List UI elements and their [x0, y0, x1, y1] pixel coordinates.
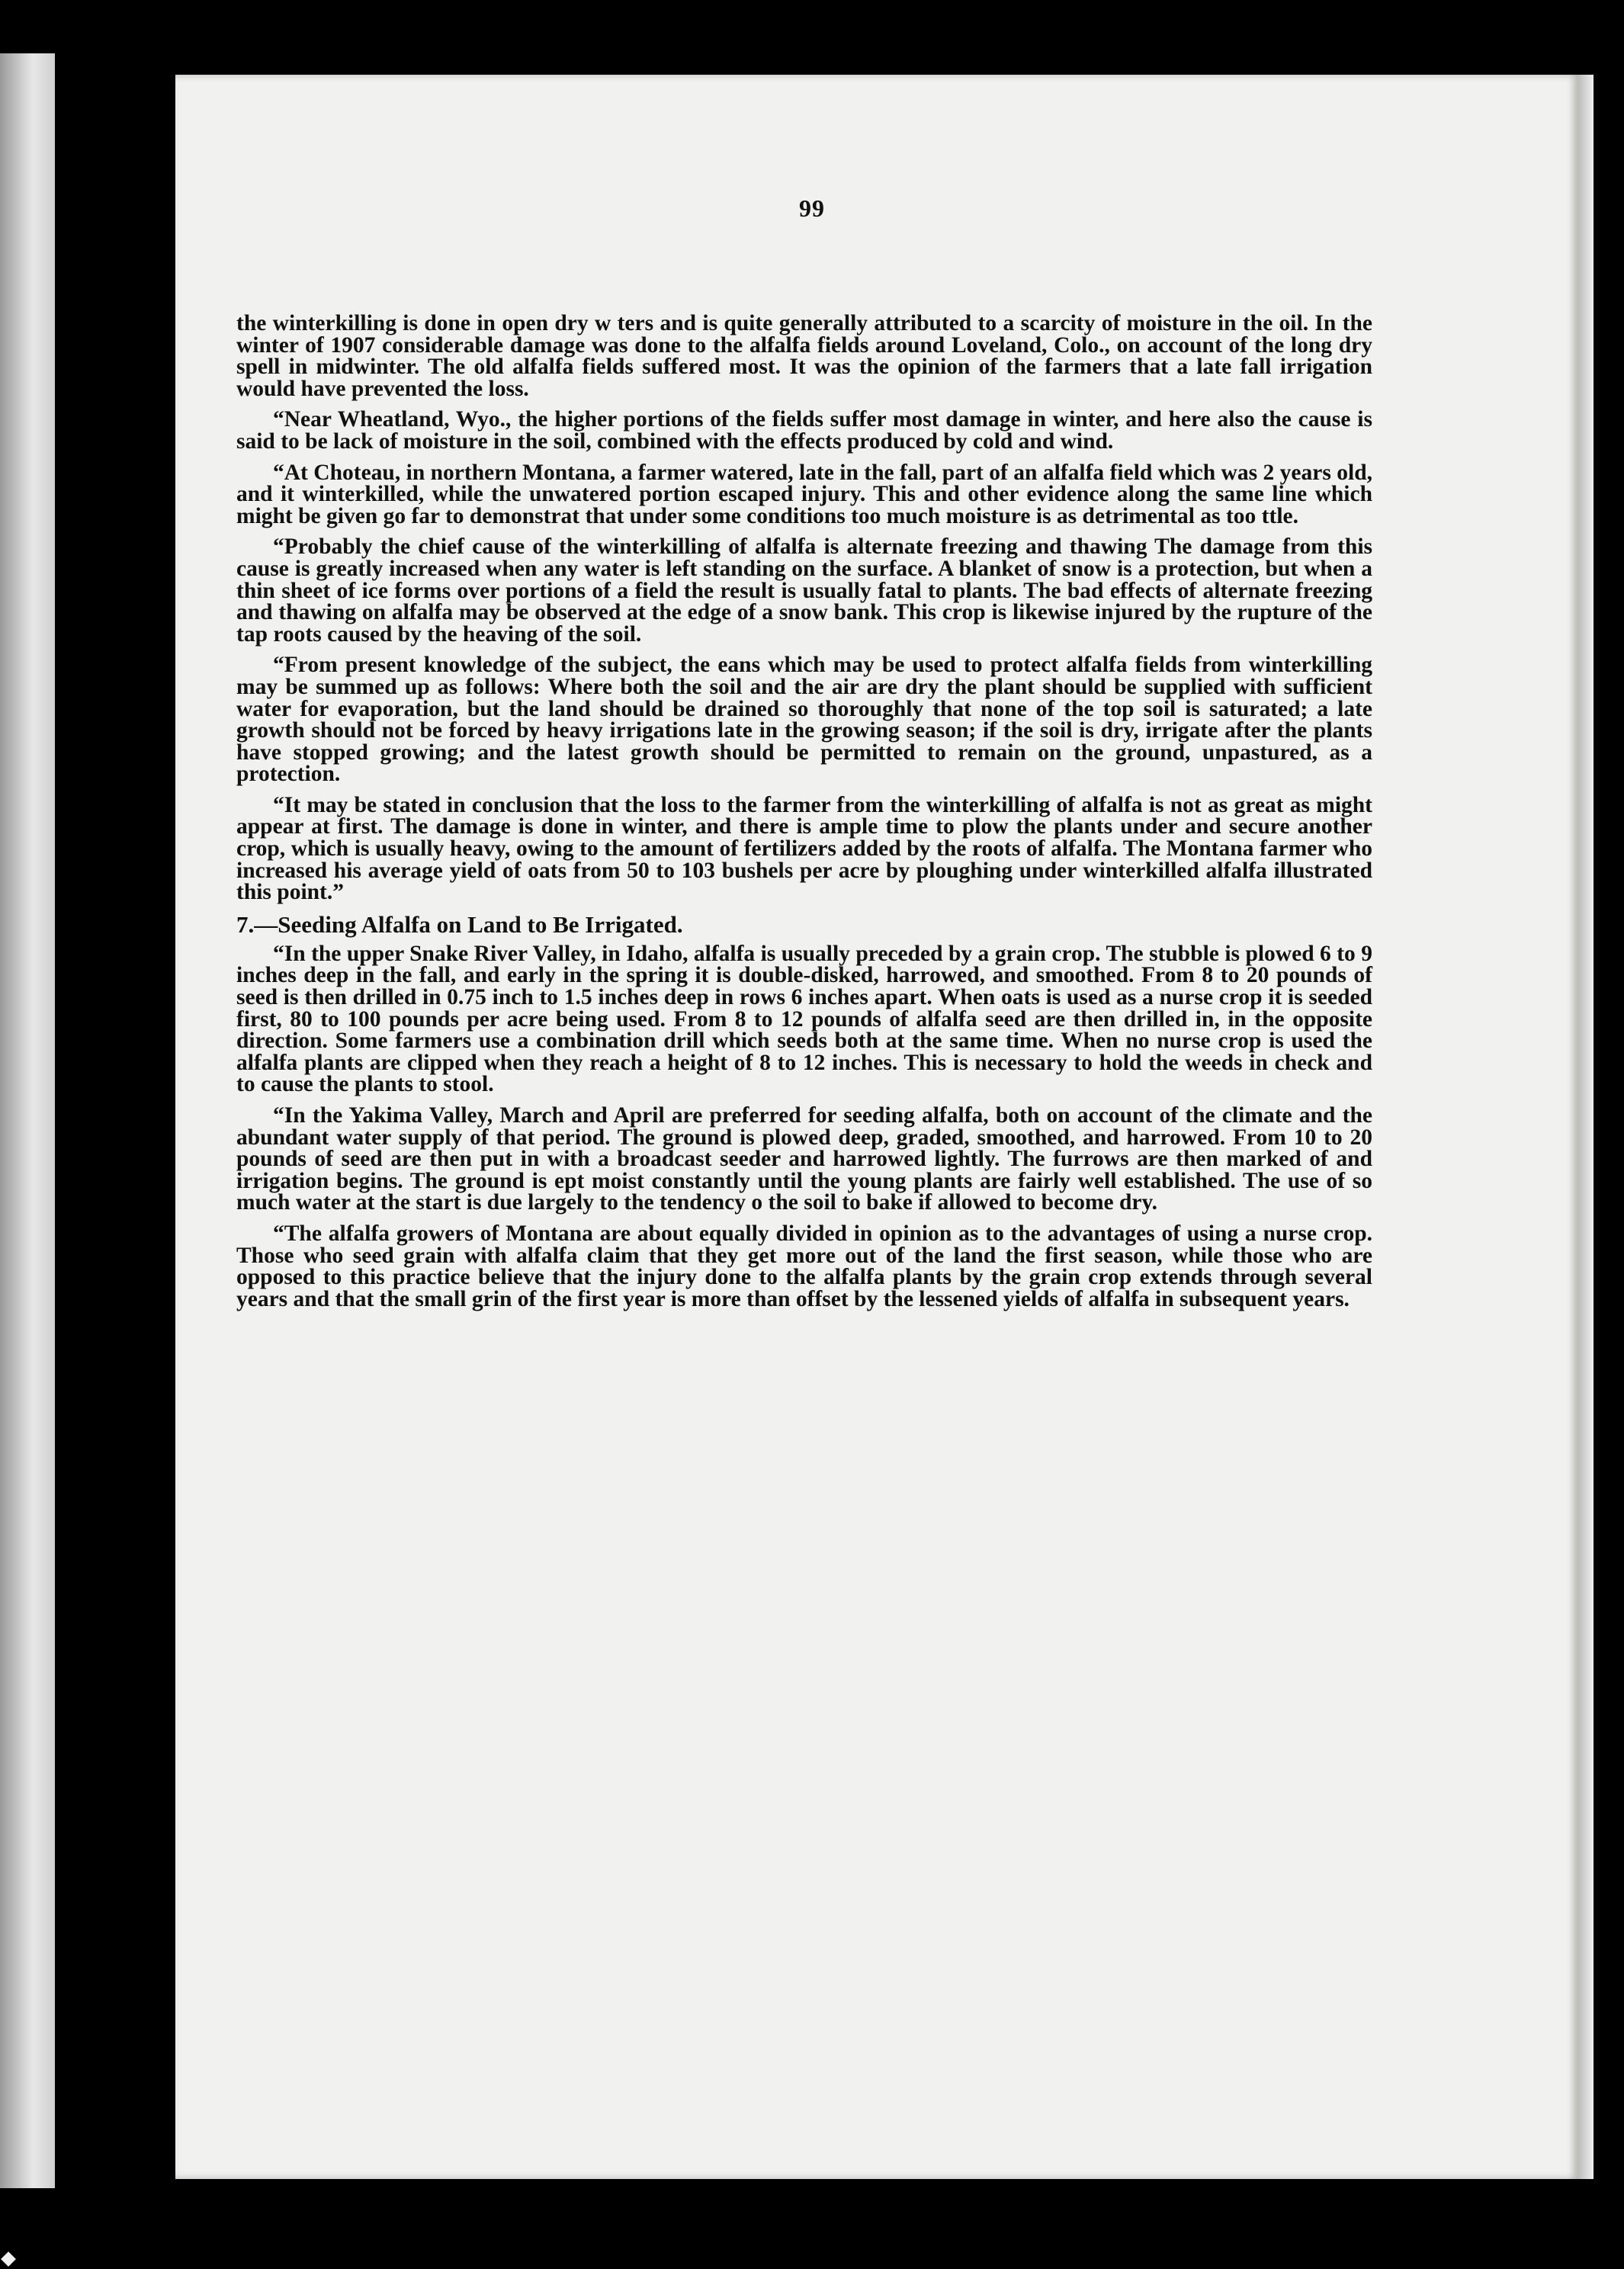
paragraph: “Near Wheatland, Wyo., the higher portions of the fields suffer most damage in winter, and here also the cause is said to be lack of moisture in the soil, combined with the effects produced by cold and wind.	[236, 407, 1372, 454]
body-text	[236, 313, 1372, 1319]
section-heading: 7.—Seeding Alfalfa on Land to Be Irrigated.	[236, 910, 683, 938]
paragraph: “It may be stated in conclusion that the loss to the farmer from the winterkilling of alfalfa is not as great as might appear at first. The damage is done in winter, and there is ample time to plow the plants under and secure another crop, which is usually heavy, owing to the amount of fertilizers added by the roots of alfalfa. The Montana farmer who increased his average yield of oats from 50 to 103 bushels per acre by ploughing under winterkilled alfalfa illustrated this point.”	[236, 792, 1372, 905]
page-right-edge	[1578, 75, 1594, 2179]
paragraph: “From present knowledge of the subject, the eans which may be used to protect alfalfa fields from winterkilling may be summed up as follows: Where both the soil and the air are dry the plant should be supplied with sufficient water for evaporation, but the land should be drained so thoroughly that none of the top soil is saturated; a late growth should not be forced by heavy irrigations late in the growing season; if the soil is dry, irrigate after the plants have stopped growing; and the latest growth should be permitted to remain on the ground, unpastured, as a protection.	[236, 653, 1372, 787]
paragraph: “The alfalfa growers of Montana are about equally divided in opinion as to the advantages of using a nurse crop. Those who seed grain with alfalfa claim that they get more out of the land the first season, while those who are opposed to this practice believe that the injury done to the alfalfa plants by the grain crop extends through several years and that the small grin of the first year is more than offset by the lessened yields of alfalfa in subsequent years.	[236, 1221, 1372, 1311]
paragraph: “In the Yakima Valley, March and April are preferred for seeding alfalfa, both on account of the climate and the abundant water supply of that period. The ground is plowed deep, graded, smoothed, and harrowed. From 10 to 20 pounds of seed are then put in with a broadcast seeder and harrowed lightly. The furrows are then marked of and irrigation begins. The ground is ept moist constantly until the young plants are fairly well established. The use of so much water at the start is due largely to the tendency o the soil to bake if allowed to become dry.	[236, 1103, 1372, 1215]
scan-corner-mark	[1, 2251, 16, 2267]
paragraph: “Probably the chief cause of the winterkilling of alfalfa is alternate freezing and thawing The damage from this cause is greatly increased when any water is left standing on the surface. A blanket of snow is a protection, but when a thin sheet of ice forms over portions of a field the result is usually fatal to plants. The bad effects of alternate freezing and thawing on alfalfa may be observed at the edge of a snow bank. This crop is likewise injured by the rupture of the tap roots caused by the heaving of the soil.	[236, 534, 1372, 647]
page-number: 99	[799, 194, 825, 222]
paragraph: “At Choteau, in northern Montana, a farmer watered, late in the fall, part of an alfalfa field which was 2 years old, and it winterkilled, while the unwatered portion escaped injury. This and other evidence along the same line which might be given go far to demonstrat that under some conditions too much moisture is as detrimental as too ttle.	[236, 460, 1372, 528]
paragraph: the winterkilling is done in open dry w ters and is quite generally attributed to a scarcity of moisture in the oil. In the winter of 1907 considerable damage was done to the alfalfa fields around Loveland, Colo., on account of the long dry spell in midwinter. The old alfalfa fields suffered most. It was the opinion of the farmers that a late fall irrigation would have prevented the loss.	[236, 311, 1372, 401]
facing-page-edge	[0, 53, 55, 2188]
paragraph: “In the upper Snake River Valley, in Idaho, alfalfa is usually preceded by a grain crop. The stubble is plowed 6 to 9 inches deep in the fall, and early in the spring it is double-disked, harrowed, and smoothed. From 8 to 20 pounds of seed is then drilled in 0.75 inch to 1.5 inches deep in rows 6 inches apart. When oats is used as a nurse crop it is seeded first, 80 to 100 pounds per acre being used. From 8 to 12 pounds of alfalfa seed are then drilled in, in the opposite direction. Some farmers use a combination drill which seeds both at the same time. When no nurse crop is used the alfalfa plants are clipped when they reach a height of 8 to 12 inches. This is necessary to hold the weeds in check and to cause the plants to stool.	[236, 941, 1372, 1097]
